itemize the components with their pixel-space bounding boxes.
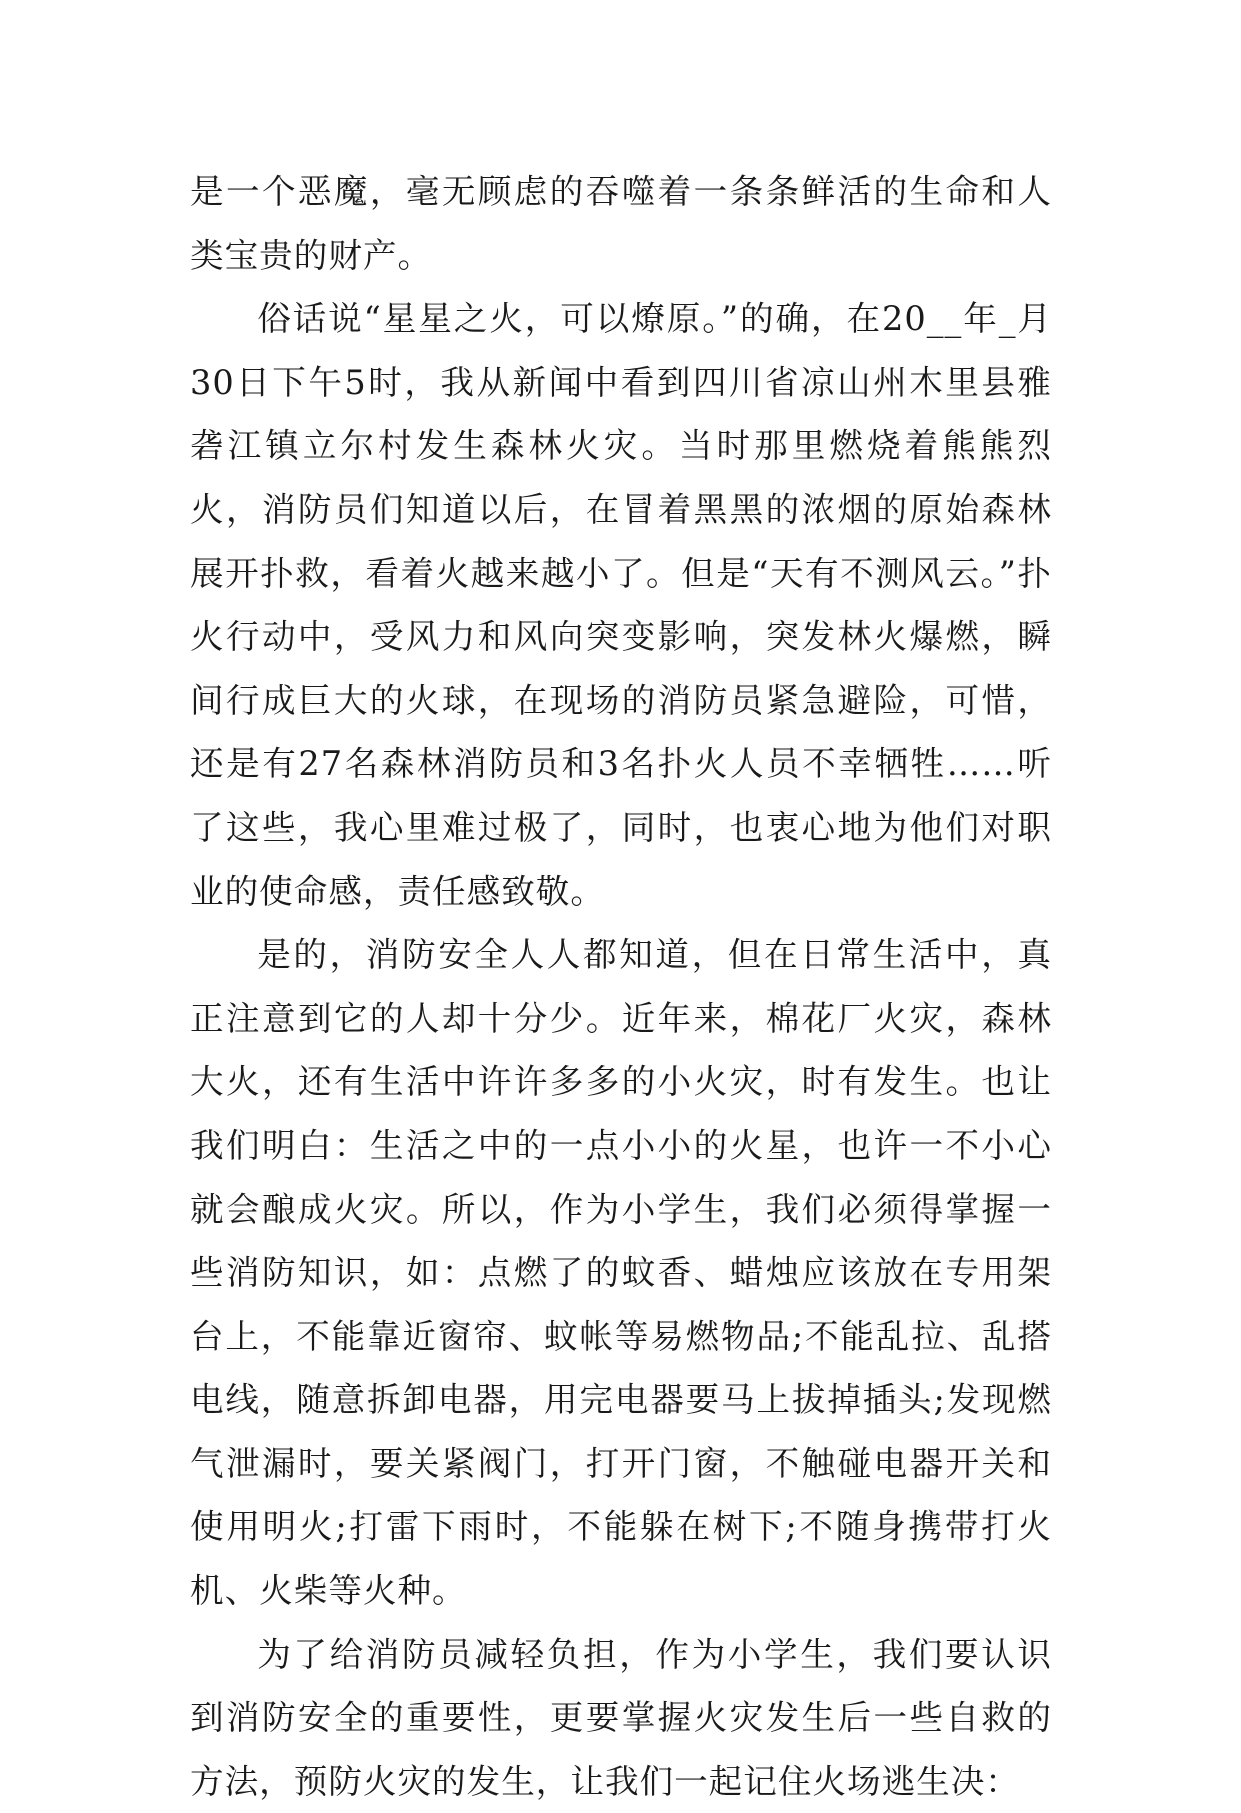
paragraph-fire-safety-knowledge: 是的，消防安全人人都知道，但在日常生活中，真正注意到它的人却十分少。近年来，棉花厂火灾，森林大火，还有生活中许许多多的小火灾，时有发生。也让我们明白：生活之中的一点小小的火星，也许一不小心就会酿成火灾。所以，作为小学生，我们必须得掌握一些消防知识，如：点燃了的蚊香、蜡烛应该放在专用架台上，不能靠近窗帘、蚊帐等易燃物品;不能乱拉、乱搭电线，随意拆卸电器，用完电器要马上拔掉插头;发现燃气泄漏时，要关紧阀门，打开门窗，不触碰电器开关和使用明火;打雷下雨时，不能躲在树下;不随身携带打火机、火柴等火种。	[190, 935, 1052, 1611]
paragraph-forest-fire: 俗话说“星星之火，可以燎原。”的确，在20__年_月30日下午5时，我从新闻中看到四川省凉山州木里县雅砻江镇立尔村发生森林火灾。当时那里燃烧着熊熊烈火，消防员们知道以后，在冒着黑黑的浓烟的原始森林展开扑救，看着火越来越小了。但是“天有不测风云。”扑火行动中，受风力和风向突变影响，突发林火爆燃，瞬间行成巨大的火球，在现场的消防员紧急避险，可惜，还是有27名森林消防员和3名扑火人员不幸牺牲……听了这些，我心里难过极了，同时，也衷心地为他们对职业的使命感，责任感致敬。	[190, 299, 1052, 911]
paragraph-continuation: 是一个恶魔，毫无顾虑的吞噬着一条条鲜活的生命和人类宝贵的财产。	[190, 172, 1052, 275]
body-text	[190, 160, 1052, 1813]
paragraph-self-rescue: 为了给消防员减轻负担，作为小学生，我们要认识到消防安全的重要性，更要掌握火灾发生后一些自救的方法，预防火灾的发生，让我们一起记住火场逃生决：	[190, 1634, 1052, 1801]
